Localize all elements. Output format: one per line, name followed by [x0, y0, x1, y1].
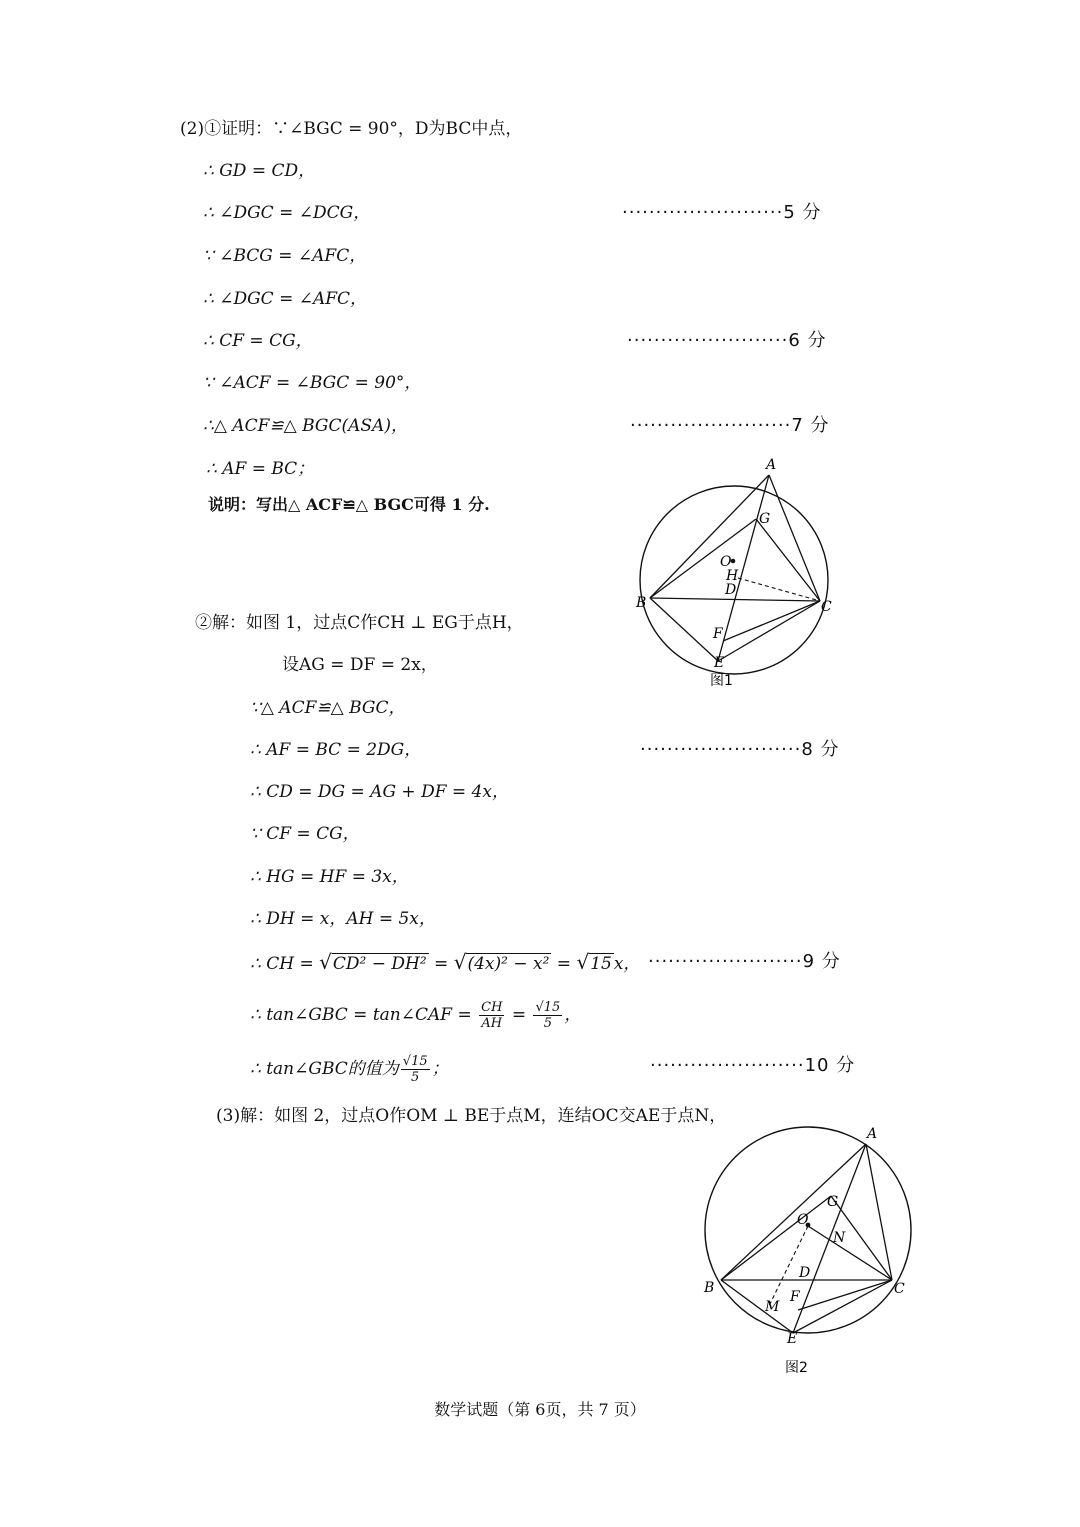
score-7: ························7 分	[630, 415, 830, 436]
score-5: ························5 分	[622, 202, 822, 223]
frac3-denominator: 5	[411, 1070, 420, 1085]
solution-line-4: ∴ AF = BC = 2DG，	[250, 740, 422, 760]
fig2-label-c: C	[894, 1281, 905, 1297]
proof-line-1: (2)①证明：∵∠BGC = 90°，D为BC中点，	[180, 119, 523, 139]
tan-suffix: ，	[564, 1005, 582, 1025]
solution-line-7: ∴ HG = HF = 3x，	[250, 867, 409, 887]
scoring-note: 说明：写出△ ACF≌△ BGC可得 1 分.	[208, 495, 490, 514]
fig1-label-h: H	[726, 568, 739, 584]
fig2-caption: 图2	[785, 1360, 808, 1376]
sqrt-term-2: (4x)² − x²	[467, 954, 550, 974]
value-suffix: ；	[431, 1059, 449, 1079]
part3-line-1: (3)解：如图 2，过点O作OM ⊥ BE于点M，连结OC交AE于点N，	[216, 1106, 727, 1126]
frac3-numerator: √15	[402, 1054, 428, 1069]
solution-line-8: ∴ DH = x，AH = 5x，	[250, 909, 436, 929]
proof-line-7: ∵ ∠ACF = ∠BGC = 90°，	[203, 373, 422, 393]
fig2-label-b: B	[704, 1280, 715, 1296]
fig2-label-m: M	[765, 1299, 780, 1315]
fig1-label-a: A	[766, 457, 777, 473]
fig2-label-a: A	[867, 1126, 878, 1142]
figure-1	[628, 455, 848, 695]
proof-line-2: ∴ GD = CD，	[203, 161, 316, 181]
fig1-label-b: B	[636, 595, 647, 611]
proof-line-5: ∴ ∠DGC = ∠AFC，	[203, 289, 368, 309]
fig2-label-d: D	[799, 1265, 811, 1281]
proof-line-8: ∴△ ACF≌△ BGC(ASA)，	[203, 416, 408, 436]
fig1-label-o: O	[720, 554, 732, 570]
frac1-denominator: AH	[481, 1016, 503, 1031]
solution-line-5: ∴ CD = DG = AG + DF = 4x，	[250, 782, 509, 802]
fig1-label-g: G	[759, 511, 771, 527]
ch-suffix: x，	[613, 954, 641, 974]
fig2-label-f: F	[790, 1289, 800, 1305]
solution-line-2: 设AG = DF = 2x，	[282, 655, 438, 675]
tan-prefix: ∴ tan∠GBC = tan∠CAF =	[250, 1005, 478, 1025]
proof-line-9: ∴ AF = BC；	[206, 459, 315, 479]
frac2-denominator: 5	[543, 1016, 553, 1031]
fig1-label-c: C	[821, 599, 832, 615]
score-6: ························6 分	[627, 330, 827, 351]
proof-line-6: ∴ CF = CG，	[203, 331, 313, 351]
ch-prefix: ∴ CH =	[250, 954, 320, 974]
sqrt-term-3: 15	[590, 954, 612, 974]
fig2-label-n: N	[833, 1230, 846, 1246]
fig1-caption: 图1	[710, 673, 733, 689]
eq-sign-1: =	[428, 954, 454, 974]
fig2-label-g: G	[827, 1194, 839, 1210]
page-footer: 数学试题（第 6页，共 7 页）	[434, 1400, 646, 1419]
solution-line-9: ∴ CH = √CD² − DH² = √(4x)² − x² = √15 x，	[250, 950, 641, 974]
fig2-label-o: O	[797, 1212, 809, 1228]
solution-line-1: ②解：如图 1，过点C作CH ⊥ EG于点H，	[195, 613, 524, 633]
solution-line-3: ∵△ ACF≌△ BGC，	[250, 698, 406, 718]
proof-line-3: ∴ ∠DGC = ∠DCG，	[203, 203, 371, 223]
solution-line-6: ∵ CF = CG，	[250, 824, 360, 844]
solution-line-11	[250, 1054, 449, 1085]
score-9: ·······················9 分	[648, 951, 841, 972]
figure-2	[690, 1118, 930, 1388]
score-8: ························8 分	[640, 739, 840, 760]
sqrt-term-1: CD² − DH²	[332, 954, 427, 974]
eq-sign-2: =	[551, 954, 577, 974]
value-prefix: ∴ tan∠GBC的值为	[250, 1059, 399, 1079]
fig2-label-e: E	[787, 1331, 798, 1347]
fig1-label-d: D	[725, 582, 737, 598]
fig1-label-e: E	[714, 655, 725, 671]
frac2-numerator: √15	[535, 1000, 561, 1015]
fig1-label-f: F	[713, 626, 723, 642]
eq-sign-3: =	[506, 1005, 532, 1025]
frac1-numerator: CH	[481, 1000, 503, 1015]
solution-line-10	[250, 1000, 581, 1031]
score-10: ·······················10 分	[650, 1055, 856, 1076]
proof-line-4: ∵ ∠BCG = ∠AFC，	[203, 246, 367, 266]
